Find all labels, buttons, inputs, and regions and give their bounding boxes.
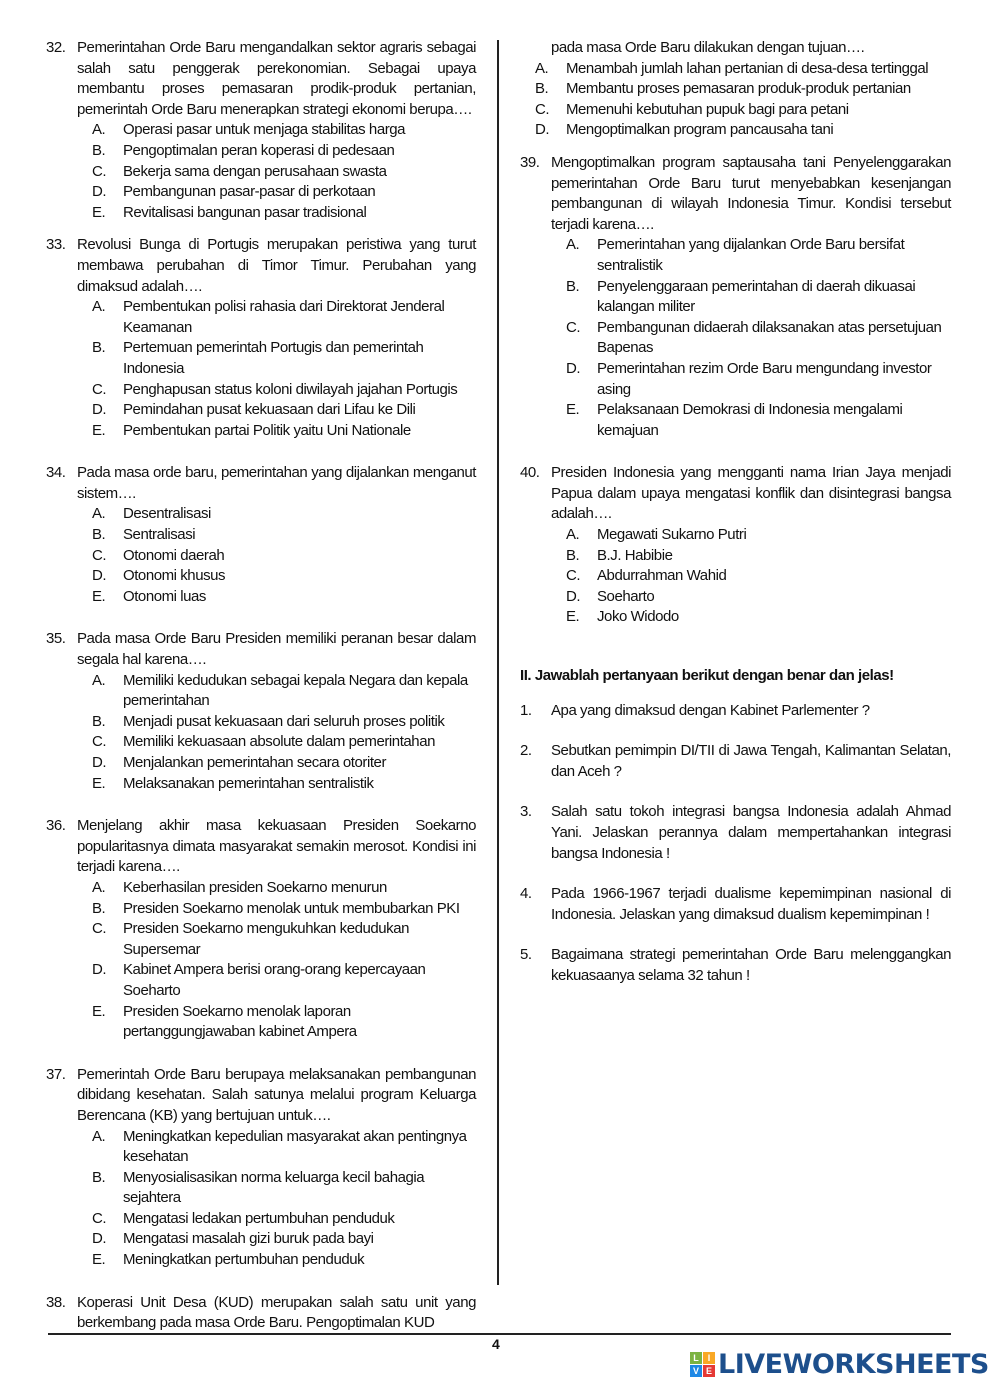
option-text: Presiden Soekarno menolak untuk membubarkan PKI (123, 899, 460, 917)
answer-option (77, 162, 476, 183)
question-text: Pada masa Orde Baru Presiden memiliki peranan besar dalam segala hal karena…. (77, 630, 476, 669)
option-text: Pembangunan didaerah dilaksanakan atas persetujuan Bapenas (597, 318, 942, 357)
answer-option (77, 120, 476, 141)
answer-option (77, 182, 476, 203)
answer-option (520, 79, 951, 100)
answer-option (77, 1127, 476, 1168)
option-text: Menambah jumlah lahan pertanian di desa-desa tertinggal (566, 59, 929, 77)
question-number: 4. (520, 885, 532, 903)
answer-option (77, 203, 476, 224)
answer-option (551, 359, 951, 400)
option-text: Otonomi daerah (123, 546, 225, 564)
answer-option (520, 120, 951, 141)
option-letter: D. (92, 567, 107, 585)
option-text: Memenuhi kebutuhan pupuk bagi para petani (566, 100, 849, 118)
answer-option (551, 400, 951, 441)
option-text: Soeharto (597, 587, 655, 605)
answer-option (551, 566, 951, 587)
option-text: Memiliki kekuasaan absolute dalam pemerintahan (123, 733, 435, 751)
answer-option (77, 566, 476, 587)
option-letter: C. (92, 920, 107, 938)
option-text: Keberhasilan presiden Soekarno menurun (123, 878, 387, 896)
answer-option (551, 277, 951, 318)
option-letter: D. (92, 754, 107, 771)
option-letter: B. (566, 277, 580, 295)
option-letter: A. (535, 59, 549, 77)
answer-option (77, 421, 476, 442)
question-text: Revolusi Bunga di Portugis merupakan peristiwa yang turut membawa perubahan di Timor Timur. Perubahan yang dimaksud adalah…. (77, 236, 476, 295)
logo-tile: L (690, 1352, 702, 1364)
question-39 (520, 153, 951, 441)
option-text: Otonomi luas (123, 587, 206, 605)
option-text: Menjalankan pemerintahan secara otoriter (123, 754, 386, 771)
option-letter: E. (92, 203, 106, 221)
option-text: Mengatasi ledakan pertumbuhan penduduk (123, 1209, 395, 1227)
answer-option (77, 297, 476, 338)
option-text: Meningkatkan pertumbuhan penduduk (123, 1251, 365, 1269)
answer-option (77, 878, 476, 899)
option-letter: D. (92, 183, 107, 201)
column-divider (497, 40, 499, 1285)
answer-option (551, 318, 951, 359)
option-letter: E. (92, 587, 106, 605)
answer-option (77, 712, 476, 733)
option-text: Menyosialisasikan norma keluarga kecil bahagia sejahtera (123, 1168, 425, 1207)
option-text: Membantu proses pemasaran produk-produk pertanian (566, 80, 911, 98)
option-letter: D. (566, 587, 581, 605)
option-letter: C. (92, 1209, 107, 1227)
option-text: Presiden Soekarno mengukuhkan kedudukan Supersemar (123, 920, 409, 958)
question-number: 39. (520, 153, 540, 171)
option-letter: C. (92, 546, 107, 564)
option-letter: D. (535, 121, 550, 139)
option-text: Pembentukan partai Politik yaitu Uni Nationale (123, 421, 411, 439)
answer-option (77, 960, 476, 1001)
option-text: Pemerintahan rezim Orde Baru mengundang investor asing (597, 359, 932, 398)
logo-tile: V (690, 1365, 702, 1377)
option-text: Kabinet Ampera berisi orang-orang kepercayaan Soeharto (123, 961, 426, 999)
option-letter: A. (92, 298, 106, 316)
liveworksheets-logo (690, 1349, 989, 1380)
question-text: Pemerintahan Orde Baru mengandalkan sektor agraris sebagai salah satu penggerak perekonomian. Sebagai upaya membantu proses pemasaran prodik-produk pertanian, pemerintah Orde Baru menerapkan strategi ekonomi berupa…. (77, 39, 476, 118)
option-letter: A. (92, 505, 106, 523)
option-text: Pemerintahan yang dijalankan Orde Baru bersifat sentralistik (597, 236, 905, 274)
logo-tile: I (703, 1352, 715, 1364)
option-letter: B. (92, 526, 106, 544)
option-text: Megawati Sukarno Putri (597, 526, 747, 544)
answer-option (77, 732, 476, 753)
option-text: Memiliki kedudukan sebagai kepala Negara dan kepala pemerintahan (123, 671, 468, 710)
option-text: Pemindahan pusat kekuasaan dari Lifau ke Dili (123, 401, 416, 419)
option-letter: B. (535, 80, 549, 98)
option-letter: B. (566, 546, 580, 564)
option-letter: C. (92, 733, 107, 751)
logo-tiles-icon (690, 1352, 715, 1377)
option-letter: D. (92, 961, 107, 979)
question-text: Sebutkan pemimpin DI/TII di Jawa Tengah, Kalimantan Selatan, dan Aceh ? (551, 742, 951, 780)
option-letter: E. (92, 1002, 106, 1020)
answer-option (77, 1229, 476, 1250)
logo-tile: E (703, 1365, 715, 1377)
option-text: Mengoptimalkan program pancausaha tani (566, 121, 834, 139)
option-letter: D. (566, 359, 581, 377)
option-text: Revitalisasi bangunan pasar tradisional (123, 203, 367, 221)
option-text: Otonomi khusus (123, 567, 226, 585)
answer-option (551, 546, 951, 567)
question-38-continuation (520, 38, 951, 141)
answer-option (551, 607, 951, 628)
question-number: 32. (46, 39, 66, 56)
question-number: 38. (46, 1293, 66, 1311)
footer-rule (48, 1333, 951, 1335)
answer-option (77, 1002, 476, 1043)
question-number: 3. (520, 803, 532, 821)
essay-question (520, 741, 951, 782)
answer-option (77, 380, 476, 401)
question-35 (46, 629, 476, 794)
option-letter: A. (92, 671, 106, 689)
essay-question (520, 884, 951, 925)
question-text: Menjelang akhir masa kekuasaan Presiden Soekarno popularitasnya dimata masyarakat semakin merosot. Kondisi ini terjadi karena…. (77, 817, 476, 876)
answer-option (77, 1250, 476, 1271)
question-text: Pada masa orde baru, pemerintahan yang dijalankan menganut sistem…. (77, 464, 476, 502)
option-text: Operasi pasar untuk menjaga stabilitas harga (123, 121, 406, 139)
question-text: Bagaimana strategi pemerintahan Orde Baru melenggangkan kekuasaanya selama 32 tahun ! (551, 946, 951, 984)
option-text: Joko Widodo (597, 608, 679, 626)
option-text: Bekerja sama dengan perusahaan swasta (123, 162, 387, 180)
option-letter: A. (92, 1127, 106, 1145)
answer-option (77, 1168, 476, 1209)
essay-question (520, 945, 951, 986)
option-letter: C. (566, 318, 581, 336)
question-text: Salah satu tokoh integrasi bangsa Indonesia adalah Ahmad Yani. Jelaskan perannya dalam mempertahankan integrasi bangsa Indonesia ! (551, 803, 951, 862)
option-text: Meningkatkan kepedulian masyarakat akan pentingnya kesehatan (123, 1127, 467, 1166)
question-number: 1. (520, 701, 532, 719)
answer-option (77, 504, 476, 525)
option-letter: C. (535, 100, 550, 118)
option-text: Pelaksanaan Demokrasi di Indonesia mengalami kemajuan (597, 401, 903, 439)
question-number: 2. (520, 742, 532, 760)
essay-section-title: II. Jawablah pertanyaan berikut dengan benar dan jelas! (520, 667, 894, 685)
option-text: Presiden Soekarno menolak laporan pertanggungjawaban kabinet Ampera (123, 1002, 357, 1041)
option-letter: A. (92, 878, 106, 896)
question-text: Apa yang dimaksud dengan Kabinet Parlementer ? (551, 701, 870, 719)
essay-question (520, 802, 951, 864)
option-letter: A. (92, 121, 106, 139)
answer-option (77, 525, 476, 546)
question-37 (46, 1065, 476, 1271)
question-number: 33. (46, 236, 66, 254)
option-letter: D. (92, 1230, 107, 1248)
option-letter: E. (566, 608, 580, 626)
answer-option (551, 235, 951, 276)
question-number: 37. (46, 1065, 66, 1083)
answer-option (520, 59, 951, 80)
question-number: 40. (520, 464, 540, 482)
option-text: Mengatasi masalah gizi buruk pada bayi (123, 1230, 374, 1248)
option-text: Sentralisasi (123, 526, 196, 544)
left-column (46, 38, 476, 1346)
question-number: 36. (46, 817, 66, 835)
option-text: Pembangunan pasar-pasar di perkotaan (123, 183, 376, 201)
question-38 (46, 1293, 476, 1334)
question-33 (46, 235, 476, 441)
answer-option (77, 400, 476, 421)
option-letter: D. (92, 401, 107, 419)
right-column (520, 38, 951, 1007)
question-text: Pemerintah Orde Baru berupaya melaksanakan pembangunan dibidang kesehatan. Salah satunya melalui program Keluarga Berencana (KB) yang bertujuan untuk…. (77, 1065, 476, 1124)
essay-question (520, 701, 951, 722)
answer-option (77, 753, 476, 774)
answer-option (77, 546, 476, 567)
question-number: 5. (520, 946, 532, 964)
option-text: Desentralisasi (123, 505, 211, 523)
answer-option (77, 141, 476, 162)
answer-option (520, 100, 951, 121)
question-40 (520, 463, 951, 628)
answer-option (77, 338, 476, 379)
answer-option (77, 919, 476, 960)
option-text: Pengoptimalan peran koperasi di pedesaan (123, 141, 395, 159)
option-letter: C. (566, 567, 581, 585)
answer-option (77, 671, 476, 712)
option-text: Pertemuan pemerintah Portugis dan pemerintah Indonesia (123, 339, 424, 377)
option-letter: E. (92, 421, 106, 439)
answer-option (77, 587, 476, 608)
logo-text: LIVEWORKSHEETS (718, 1349, 989, 1380)
option-letter: A. (566, 236, 580, 254)
answer-option (551, 525, 951, 546)
option-letter: C. (92, 162, 107, 180)
question-text: Mengoptimalkan program saptausaha tani Penyelenggarakan pemerintahan Orde Baru turut menyebabkan kesenjangan pembangunan di wilayah Indonesia Timur. Kondisi tersebut terjadi karena…. (551, 153, 951, 233)
option-letter: A. (566, 526, 580, 544)
option-letter: B. (92, 712, 106, 730)
answer-option (77, 774, 476, 795)
question-number: 34. (46, 464, 66, 482)
option-letter: E. (92, 1251, 106, 1269)
answer-option (77, 899, 476, 920)
question-text: pada masa Orde Baru dilakukan dengan tujuan…. (551, 39, 865, 56)
option-text: Menjadi pusat kekuasaan dari seluruh proses politik (123, 712, 445, 730)
question-number: 35. (46, 630, 66, 648)
question-text: Presiden Indonesia yang mengganti nama Irian Jaya menjadi Papua dalam upaya mengatasi konflik dan disintegrasi bangsa adalah…. (551, 464, 951, 523)
option-text: B.J. Habibie (597, 546, 673, 564)
option-text: Abdurrahman Wahid (597, 567, 727, 585)
option-letter: B. (92, 1168, 106, 1186)
option-letter: B. (92, 339, 106, 357)
option-letter: B. (92, 141, 106, 159)
question-text: Pada 1966-1967 terjadi dualisme kepemimpinan nasional di Indonesia. Jelaskan yang dimaksud dualism kepemimpinan ! (551, 885, 951, 923)
question-text: Koperasi Unit Desa (KUD) merupakan salah satu unit yang berkembang pada masa Orde Baru. Pengoptimalan KUD (77, 1293, 476, 1332)
question-32 (46, 38, 476, 223)
option-letter: C. (92, 380, 107, 398)
answer-option (77, 1209, 476, 1230)
option-letter: B. (92, 899, 106, 917)
page-number: 4 (492, 1336, 500, 1352)
option-letter: E. (566, 401, 580, 419)
option-text: Pembentukan polisi rahasia dari Direktorat Jenderal Keamanan (123, 298, 445, 336)
option-text: Melaksanakan pemerintahan sentralistik (123, 774, 374, 792)
option-text: Penghapusan status koloni diwilayah jajahan Portugis (123, 380, 458, 398)
option-letter: E. (92, 774, 106, 792)
question-36 (46, 816, 476, 1043)
option-text: Penyelenggaraan pemerintahan di daerah dikuasai kalangan militer (597, 277, 916, 316)
answer-option (551, 587, 951, 608)
question-34 (46, 463, 476, 607)
